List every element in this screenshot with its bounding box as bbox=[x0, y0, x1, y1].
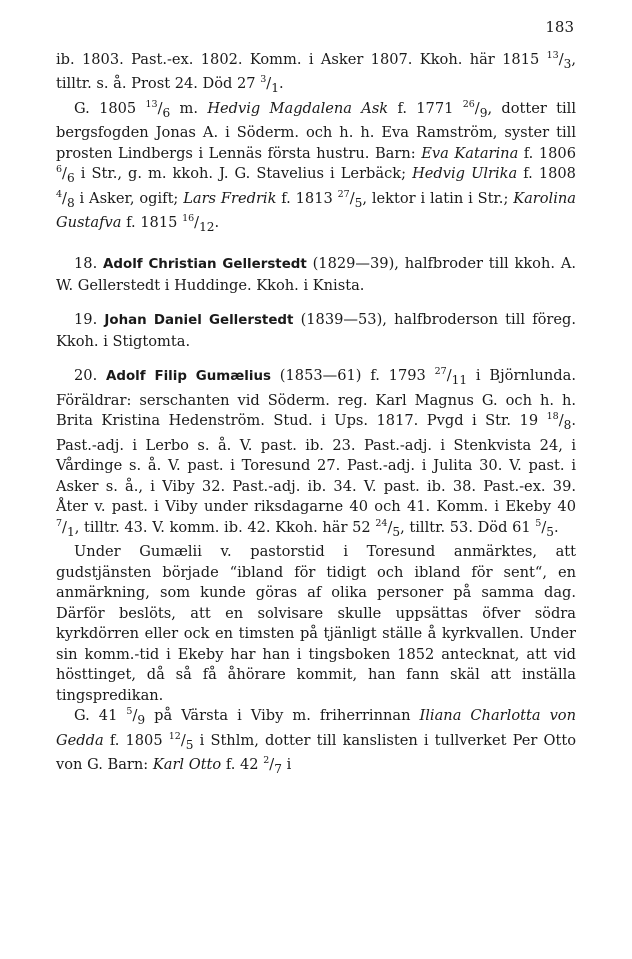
entry-name: Johan Daniel Gellerstedt bbox=[104, 313, 294, 329]
text-run: f. 1805 bbox=[103, 731, 163, 749]
fraction-numerator: 27 bbox=[337, 188, 350, 200]
fraction-denominator: 5 bbox=[354, 195, 363, 210]
text-run: på Värsta i Viby m. friherrinnan bbox=[145, 707, 420, 725]
italic-name: Iliana Charlotta von Gedda bbox=[56, 707, 576, 749]
marriage-paragraph-2: G. 41 $^5/_9$ på Värsta i Viby m. friherrinnan Iliana Charlotta von Gedda f. 1805 $^{12}/_5$ i Sthlm, dotter till kanslisten i tullverket Per Otto von G. Barn: Karl Otto f. 42 $^2/_7$ i bbox=[56, 706, 576, 776]
fraction-denominator: 5 bbox=[546, 524, 554, 539]
text-run: i Sthlm, dotter till kanslisten i tullverket Per Otto von G. Barn: bbox=[56, 731, 576, 773]
text-run: f. 42 bbox=[221, 755, 259, 773]
text-run: , lektor i latin i Str.; bbox=[362, 189, 514, 207]
italic-name: Hedvig Magdalena Ask bbox=[207, 99, 389, 117]
text-run: i bbox=[281, 755, 292, 773]
entry-18 bbox=[56, 254, 576, 296]
fraction-numerator: 13 bbox=[145, 98, 158, 110]
fraction-denominator: 7 bbox=[274, 761, 282, 776]
text-run: ib. 1803. Past.-ex. 1802. Komm. i Asker 1807. Kkoh. här 1815 bbox=[56, 51, 540, 68]
text-run: (1829—39), halfbroder till kkoh. A. W. Gellerstedt i Huddinge. Kkoh. i Knista. bbox=[56, 255, 576, 294]
fraction-numerator: 12 bbox=[168, 730, 181, 742]
fraction-numerator: 27 bbox=[434, 366, 447, 378]
marriage-paragraph: G. 1805 $^{13}/_6$ m. Hedvig Magdalena Ask f. 1771 $^{26}/_9$, dotter till bergsfogden Jonas A. i Söderm. och h. h. Eva Ramström, syster till prosten Lindbergs i Lennäs första hustru. Barn: Eva Katarina f. 1806 $^6/_6$ i Str., g. m. kkoh. J. G. Stavelius i Lerbäck; Hedvig Ulrika f. 1808 $^4/_8$ i Asker, ogift; Lars Fredrik f. 1813 $^{27}/_5$, lektor i latin i Str.; Karolina Gustafva f. 1815 $^{16}/_{12}$. bbox=[56, 98, 576, 234]
fraction-numerator: 4 bbox=[56, 188, 63, 200]
text-run: (1839—53), halfbroderson till föreg. Kkoh. i Stigtomta. bbox=[56, 311, 576, 350]
text-run: f. 1813 bbox=[276, 189, 333, 207]
text-run: , tilltr. 43. V. komm. ib. 42. Kkoh. här 52 bbox=[74, 518, 371, 536]
text-run: f. 1808 bbox=[517, 165, 576, 183]
fraction-denominator: 12 bbox=[199, 219, 215, 234]
text-run: f. 1771 bbox=[388, 99, 454, 117]
text-run: i Asker, ogift; bbox=[74, 189, 184, 207]
fraction-denominator: 5 bbox=[392, 524, 401, 539]
text-run: . Past.-adj. i Lerbo s. å. V. past. ib. 23. Past.-adj. i Stenkvista 24, i Vårdinge s. å. V. past. i Toresund 27. Past.-adj. i Julita 30. V. past. i Asker s. å., i Viby 32. Past.-adj. ib. 34. V. past. ib. 38. Past.-ex. 39. Åter v. past. i Viby under riksdagarne 40 och 41. Komm. i Ekeby 40 bbox=[56, 412, 576, 516]
text-run: , dotter till bergsfogden Jonas A. i Söderm. och h. h. Eva Ramström, syster till prosten Lindbergs i Lennäs första hustru. Barn: bbox=[56, 99, 576, 162]
text-run: G. 1805 bbox=[74, 99, 137, 117]
text-run: f. 1815 bbox=[121, 214, 178, 232]
fraction-denominator: 6 bbox=[66, 171, 75, 186]
fraction-denominator: 1 bbox=[66, 524, 75, 539]
fraction-denominator: 6 bbox=[162, 105, 171, 120]
fraction-denominator: 3 bbox=[563, 56, 572, 71]
fraction-numerator: 16 bbox=[182, 213, 195, 225]
continued-entry: ib. 1803. Past.-ex. 1802. Komm. i Asker 1807. Kkoh. här 1815 $^{13}/_3$, tilltr. s. å. Prost 24. Död 27 $^3/_1$. bbox=[56, 50, 576, 96]
fraction-numerator: 6 bbox=[56, 164, 63, 176]
text-run: . bbox=[278, 75, 284, 93]
text-run: i Björnlunda. Föräldrar: serschanten vid Söderm. reg. Karl Magnus G. och h. h. Brita Kristina Hedenström. Stud. i Ups. 1817. Pvgd i Str. 19 bbox=[56, 367, 576, 430]
text-run: , tilltr. 53. Död 61 bbox=[400, 518, 531, 536]
text-run: (1853—61) f. 1793 bbox=[270, 367, 426, 385]
fraction-numerator: 7 bbox=[56, 517, 63, 529]
fraction-denominator: 9 bbox=[479, 105, 488, 120]
fraction-denominator: 8 bbox=[563, 418, 572, 433]
entry-19 bbox=[56, 310, 576, 352]
fraction-numerator: 26 bbox=[462, 98, 475, 110]
text-run: 20. bbox=[74, 367, 107, 385]
text-run: . bbox=[553, 518, 559, 536]
text-run: 19. bbox=[74, 311, 105, 329]
fraction-numerator: 18 bbox=[546, 411, 559, 423]
italic-name: Karolina Gustafva bbox=[56, 189, 576, 232]
fraction-numerator: 2 bbox=[263, 755, 270, 767]
italic-name: Eva Katarina bbox=[421, 144, 519, 162]
italic-name: Hedvig Ulrika bbox=[412, 165, 518, 183]
text-run: , tilltr. s. å. Prost 24. Död 27 bbox=[56, 51, 576, 93]
italic-name: Lars Fredrik bbox=[183, 189, 277, 207]
fraction-numerator: 13 bbox=[546, 50, 559, 62]
fraction-numerator: 24 bbox=[375, 517, 388, 529]
fraction-denominator: 1 bbox=[271, 81, 279, 96]
fraction-numerator: 5 bbox=[535, 517, 542, 529]
text-run: 18. bbox=[74, 255, 104, 273]
fraction-denominator: 5 bbox=[185, 737, 194, 752]
text-run: . bbox=[214, 214, 220, 232]
fraction-denominator: 9 bbox=[137, 713, 146, 728]
italic-name: Karl Otto bbox=[152, 755, 222, 773]
text-run: f. 1806 bbox=[518, 144, 576, 162]
fraction-numerator: 3 bbox=[260, 74, 267, 86]
anecdote-paragraph: Under Gumælii v. pastorstid i Toresund anmärktes, att gudstjänsten började “ibland för tidigt och ibland för sent“, en anmärkning, som kunde göras af olika personer på samma dag. Därför beslöts, att en solvisare skulle uppsättas öfver södra kyrkdörren eller ock en timsten på tjänligt ställe å kyrkvallen. Under sin komm.-tid i Ekeby har han i tingsboken 1852 antecknat, att vid hösttinget, då så få åhörare kommit, han fann skäl att inställa tingspredikan. bbox=[56, 543, 576, 704]
fraction-denominator: 11 bbox=[451, 373, 468, 388]
entry-name: Adolf Christian Gellerstedt bbox=[103, 257, 307, 273]
text-run: m. bbox=[170, 99, 208, 117]
text-run: G. 41 bbox=[74, 707, 118, 725]
text-run: i Str., g. m. kkoh. J. G. Stavelius i Lerbäck; bbox=[74, 165, 413, 183]
fraction-numerator: 5 bbox=[126, 706, 133, 718]
entry-20: 20. Adolf Filip Gumælius (1853—61) f. 1793 $^{27}/_{11}$ i Björnlunda. Föräldrar: serschanten vid Söderm. reg. Karl Magnus G. och h. h. Brita Kristina Hedenström. Stud. i Ups. 1817. Pvgd i Str. 19 $^{18}/_8$. Past.-adj. i Lerbo s. å. V. past. ib. 23. Past.-adj. i Stenkvista 24, i Vårdinge s. å. V. past. i Toresund 27. Past.-adj. i Julita 30. V. past. i Asker s. å., i Viby 32. Past.-adj. ib. 34. V. past. ib. 38. Past.-ex. 39. Åter v. past. i Viby under riksdagarne 40 och 41. Komm. i Ekeby 40 $^7/_1$, tilltr. 43. V. komm. ib. 42. Kkoh. här 52 $^{24}/_5$, tilltr. 53. Död 61 $^5/_5$. bbox=[56, 366, 576, 539]
fraction-denominator: 8 bbox=[66, 195, 75, 210]
entry-name: Adolf Filip Gumælius bbox=[106, 369, 271, 385]
page-number: 183 bbox=[545, 18, 574, 36]
